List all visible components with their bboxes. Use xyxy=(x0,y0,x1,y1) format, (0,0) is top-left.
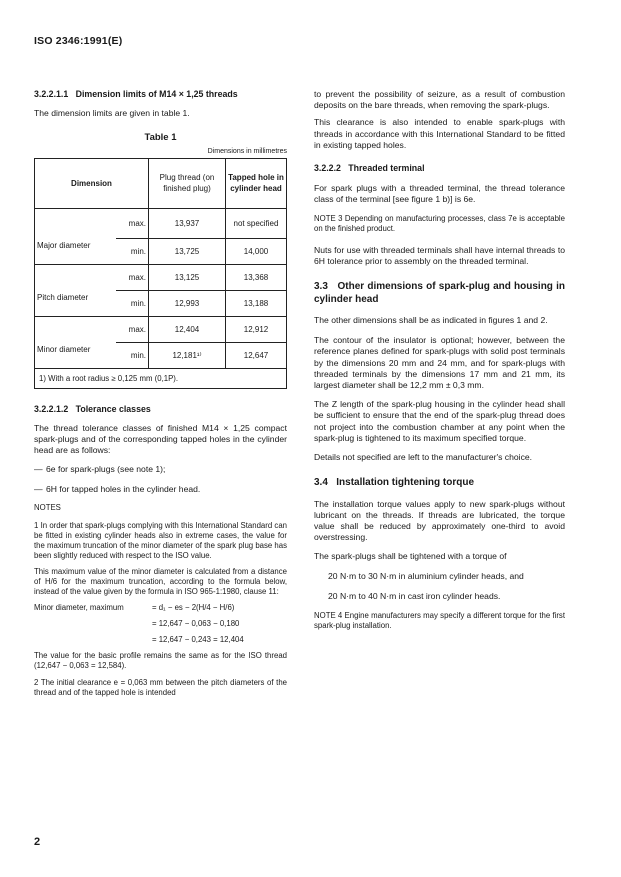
minor-min-hole: 12,647 xyxy=(226,342,287,368)
table-footnote: 1) With a root radius ≥ 0,125 mm (0,1P). xyxy=(35,368,287,388)
param-pitch-diameter: Pitch diameter xyxy=(35,264,117,316)
section-title: Installation tightening torque xyxy=(336,477,475,489)
section-title: Threaded terminal xyxy=(348,163,425,174)
torque-aluminium: 20 N·m to 30 N·m in aluminium cylinder heads, and xyxy=(328,570,524,581)
pitch-min-hole: 13,188 xyxy=(226,290,287,316)
col-header-hole: Tapped hole in cylinder head xyxy=(226,158,287,208)
minor-max-plug: 12,404 xyxy=(149,316,226,342)
section-3-2-2-1-1-heading xyxy=(34,89,287,100)
equation-line xyxy=(34,635,287,645)
equation: = 12,647 − 0,063 − 0,180 xyxy=(152,619,240,629)
note-4: NOTE 4 Engine manufacturers may specify a different torque for the first spark-plug installation. xyxy=(314,611,565,631)
page-number: 2 xyxy=(34,836,41,848)
table-title: Table 1 xyxy=(144,132,177,144)
paragraph: The other dimensions shall be as indicated in figures 1 and 2. xyxy=(314,315,548,326)
list-item-text: 6e for spark-plugs (see note 1); xyxy=(46,463,166,474)
major-max-hole: not specified xyxy=(226,208,287,238)
paragraph: to prevent the possibility of seizure, as a result of combustion deposits on the bare threads, when removing the spark-plugs. xyxy=(314,89,565,111)
plug-header-text: Plug thread (on finished plug) xyxy=(159,173,215,194)
equation: = 12,647 − 0,243 = 12,404 xyxy=(152,635,244,645)
section-number: 3.4 xyxy=(314,477,328,489)
list-item: — 6e for spark-plugs (see note 1); xyxy=(34,463,166,474)
section-number: 3.2.2.1.1 xyxy=(34,89,69,99)
section-number: 3.2.2.2 xyxy=(314,163,341,174)
note-2: 2 The initial clearance e = 0,063 mm between the pitch diameters of the thread and of the tapped hole is intended xyxy=(34,678,287,698)
section-3-2-2-1-2-heading xyxy=(34,404,287,415)
paragraph: The spark-plugs shall be tightened with a torque of xyxy=(314,550,507,561)
right-column xyxy=(314,89,565,631)
note-1: 1 In order that spark-plugs complying with this International Standard can be fitted in existing cylinder heads also in extreme cases, the value for the maximum truncation of the minor diameter of the spark plug base has been slightly reduced with respect to the ISO value. xyxy=(34,521,287,561)
section-3-4-heading xyxy=(314,477,565,490)
min-label: min. xyxy=(116,342,149,368)
paragraph: The thread tolerance classes of finished M14 × 1,25 compact spark-plugs and of the corresponding tapped holes in the cylinder head are as follows: xyxy=(34,423,287,456)
major-min-plug: 13,725 xyxy=(149,238,226,264)
major-max-plug: 13,937 xyxy=(149,208,226,238)
min-label: min. xyxy=(116,290,149,316)
max-label: max. xyxy=(116,316,149,342)
left-column xyxy=(34,89,287,698)
paragraph: Nuts for use with threaded terminals shall have internal threads to 6H tolerance prior to assembly on the threaded terminal. xyxy=(314,244,565,266)
pitch-max-plug: 13,125 xyxy=(149,264,226,290)
table-units: Dimensions in millimetres xyxy=(207,147,287,155)
section-3-2-2-2-heading xyxy=(314,163,565,174)
section-3-3-heading xyxy=(314,281,565,306)
section-number: 3.3 xyxy=(314,281,328,293)
equation: = d₁ − es − 2(H/4 − H/6) xyxy=(152,603,235,613)
paragraph: The dimension limits are given in table 1. xyxy=(34,108,190,119)
min-label: min. xyxy=(116,238,149,264)
note-1-basic-profile: The value for the basic profile remains the same as for the ISO thread (12,647 − 0,063 = 12,584). xyxy=(34,651,287,671)
paragraph: Details not specified are left to the manufacturer's choice. xyxy=(314,452,533,463)
col-header-dimension: Dimension xyxy=(35,158,149,208)
minor-min-plug: 12,181¹⁾ xyxy=(149,342,226,368)
paragraph: The Z length of the spark-plug housing in the cylinder head shall be sufficient to ensure that the end of the spark-plug thread does not project into the combustion chamber at any point when the spark-plug is tightened to its maximum specified torque. xyxy=(314,399,565,443)
dimension-table xyxy=(34,158,287,389)
notes-label: NOTES xyxy=(34,503,61,513)
minor-max-hole: 12,912 xyxy=(226,316,287,342)
major-min-hole: 14,000 xyxy=(226,238,287,264)
torque-cast-iron: 20 N·m to 40 N·m in cast iron cylinder heads. xyxy=(328,590,501,601)
paragraph: The contour of the insulator is optional; however, between the reference planes defined for spark-plugs with solid post terminals by the dimensions 20 mm and 24 mm, and for spark-plugs with threaded terminals by the dimensions 17 mm and 21 mm, its largest diameter shall be 12,2 mm ± 0,3 mm. xyxy=(314,335,565,391)
section-title: Tolerance classes xyxy=(75,403,151,414)
pitch-max-hole: 13,368 xyxy=(226,264,287,290)
param-major-diameter: Major diameter xyxy=(35,208,117,264)
list-item: — 6H for tapped holes in the cylinder head. xyxy=(34,483,201,494)
section-title: Dimension limits of M14 × 1,25 threads xyxy=(75,89,238,99)
paragraph: The installation torque values apply to new spark-plugs without lubricant on the threads. If threads are lubricated, the torque value shall be reduced by approximately one-third to avoid overstressing. xyxy=(314,498,565,543)
param-minor-diameter: Minor diameter xyxy=(35,316,117,368)
equation-label: Minor diameter, maximum xyxy=(34,603,124,613)
equation-line xyxy=(34,619,287,629)
section-title: Other dimensions of spark-plug and housing in cylinder head xyxy=(314,281,565,305)
pitch-min-plug: 12,993 xyxy=(149,290,226,316)
max-label: max. xyxy=(116,264,149,290)
list-item-text: 6H for tapped holes in the cylinder head. xyxy=(46,483,201,494)
col-header-plug xyxy=(149,158,226,208)
document-id: ISO 2346:1991(E) xyxy=(34,35,123,47)
section-number: 3.2.2.1.2 xyxy=(34,403,69,414)
note-3: NOTE 3 Depending on manufacturing processes, class 7e is acceptable on the finished product. xyxy=(314,213,565,233)
paragraph: This clearance is also intended to enable spark-plugs with threads in accordance with this International Standard to be fitted in existing tapped holes. xyxy=(314,117,565,150)
paragraph: For spark plugs with a threaded terminal, the thread tolerance class of the terminal [see figure 1 b)] is 6e. xyxy=(314,183,565,205)
equation-line xyxy=(34,603,287,613)
note-1-continued: This maximum value of the minor diameter is calculated from a distance of H/6 for the maximum truncation, according to the formula below, instead of the value given by the formula in ISO 965-1:1980, clause 11: xyxy=(34,567,287,597)
max-label: max. xyxy=(116,208,149,238)
